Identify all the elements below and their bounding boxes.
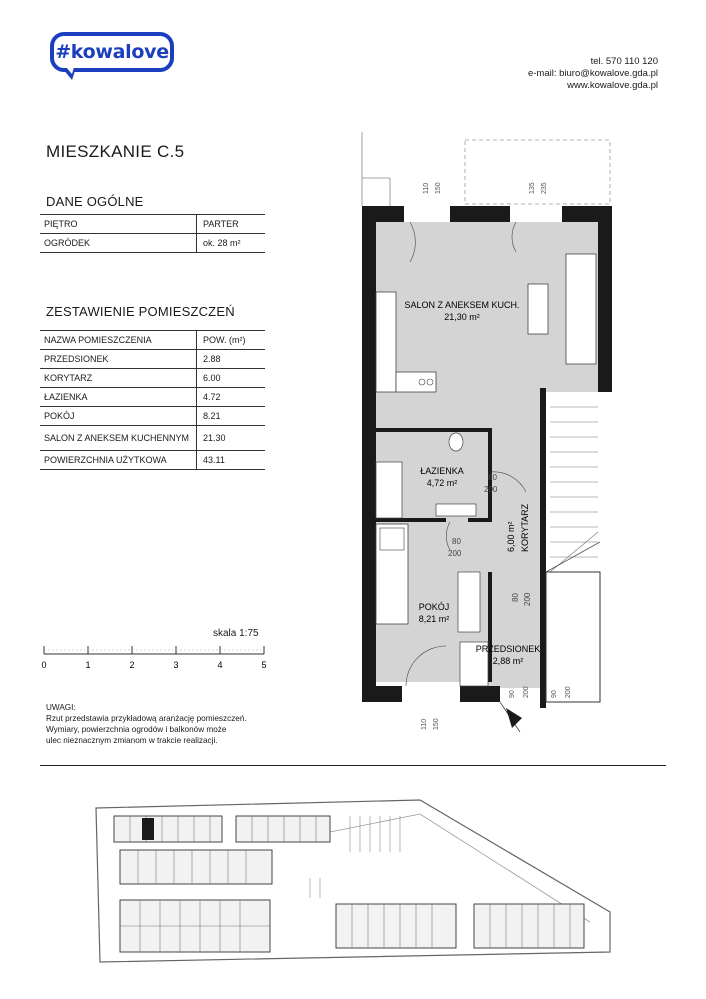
brand-logo xyxy=(50,32,174,72)
floor-plan xyxy=(340,132,680,732)
rooms-table xyxy=(40,330,265,470)
room-area: 6.00 xyxy=(197,369,266,388)
logo-speech-tail-inner xyxy=(66,67,74,74)
table-row xyxy=(40,451,265,470)
dim-label: 235 xyxy=(541,182,548,194)
dim-label: 110 xyxy=(421,718,428,730)
site-plan xyxy=(90,792,620,968)
scale-tick-label: 2 xyxy=(129,660,135,670)
dim-label: 80 xyxy=(452,537,461,546)
kitchen-counter xyxy=(376,292,396,392)
contact-block xyxy=(528,56,658,92)
dining-table xyxy=(528,284,548,334)
vestibule-area: 2,88 m² xyxy=(492,656,524,666)
bath-label: ŁAZIENKA xyxy=(420,466,464,476)
scale-tick-label: 0 xyxy=(41,660,47,670)
table-row xyxy=(40,369,265,388)
dim-label: 200 xyxy=(484,485,498,494)
room-name: ŁAZIENKA xyxy=(40,388,197,407)
room-name: KORYTARZ xyxy=(40,369,197,388)
notes-line: ulec nieznacznym zmianom w trakcie realizacji. xyxy=(46,736,218,745)
general-table xyxy=(40,214,265,253)
table-row xyxy=(40,350,265,369)
salon-area: 21,30 m² xyxy=(444,312,480,322)
dim-label: 80 xyxy=(488,473,497,482)
general-value: ok. 28 m² xyxy=(197,234,266,253)
dim-label: 110 xyxy=(423,182,430,194)
scale-bar xyxy=(36,640,276,672)
dim-label: 200 xyxy=(523,592,532,606)
room-name: SALON Z ANEKSEM KUCHENNYM xyxy=(40,426,197,451)
dim-label: 200 xyxy=(523,686,530,698)
terrace-outline xyxy=(465,140,610,204)
highlighted-unit xyxy=(142,818,154,840)
corridor-label: KORYTARZ xyxy=(520,503,530,552)
toilet xyxy=(449,433,463,451)
general-value: PARTER xyxy=(197,215,266,234)
room-area: 8,21 m² xyxy=(418,614,450,624)
bath-area: 4,72 m² xyxy=(426,478,458,488)
room-area: 21.30 xyxy=(197,426,266,451)
general-heading: DANE OGÓLNE xyxy=(46,194,144,209)
apartment-title: MIESZKANIE C.5 xyxy=(46,142,185,161)
table-row xyxy=(40,407,265,426)
shower xyxy=(376,462,402,518)
room-area: 43.11 xyxy=(197,451,266,470)
vestibule-label: PRZEDSIONEK xyxy=(475,644,541,654)
notes-heading: UWAGI: xyxy=(46,703,76,712)
table-row xyxy=(40,426,265,451)
dim-label: 200 xyxy=(565,686,572,698)
dim-label: 90 xyxy=(551,690,558,698)
scale-tick-label: 1 xyxy=(85,660,91,670)
scale-tick-label: 4 xyxy=(217,660,223,670)
contact-website: www.kowalove.gda.pl xyxy=(567,80,658,91)
logo-text: #kowalove xyxy=(55,41,169,63)
dim-label: 80 xyxy=(511,593,520,602)
dim-label: 150 xyxy=(435,182,442,194)
room-area: 4.72 xyxy=(197,388,266,407)
scale-tick-label: 3 xyxy=(173,660,179,670)
rooms-heading: ZESTAWIENIE POMIESZCZEŃ xyxy=(46,304,235,319)
corridor-area: 6,00 m² xyxy=(506,521,516,552)
table-row xyxy=(40,215,265,234)
rooms-header-name: NAZWA POMIESZCZENIA xyxy=(40,331,197,350)
room-area: 8.21 xyxy=(197,407,266,426)
scale-tick-label: 5 xyxy=(261,660,267,670)
contact-email: e-mail: biuro@kowalove.gda.pl xyxy=(527,68,658,79)
notes-line: Rzut przedstawia przykładową aranżację pomieszczeń. xyxy=(46,714,247,723)
dim-label: 135 xyxy=(529,182,536,194)
sofa xyxy=(566,254,596,364)
general-label: PIĘTRO xyxy=(40,215,197,234)
dim-label: 200 xyxy=(448,549,462,558)
table-row xyxy=(40,388,265,407)
washbasin xyxy=(436,504,476,516)
divider xyxy=(40,765,666,766)
room-area: 2.88 xyxy=(197,350,266,369)
notes-line: Wymiary, powierzchnia ogrodów i balkonów może xyxy=(46,725,227,734)
wall xyxy=(598,206,612,392)
contact-phone: tel. 570 110 120 xyxy=(590,56,658,67)
dim-label: 90 xyxy=(509,690,516,698)
dim-label: 150 xyxy=(433,718,440,730)
general-label: OGRÓDEK xyxy=(40,234,197,253)
table-header-row xyxy=(40,331,265,350)
notes xyxy=(46,702,247,746)
room-name: PRZEDSIONEK xyxy=(40,350,197,369)
wall xyxy=(362,206,376,702)
salon-label: SALON Z ANEKSEM KUCH. xyxy=(404,300,520,310)
rooms-header-area: POW. (m²) xyxy=(197,331,266,350)
room-label: POKÓJ xyxy=(418,602,450,612)
room-name: POWIERZCHNIA UŻYTKOWA xyxy=(40,451,197,470)
scale-label: skala 1:75 xyxy=(213,628,259,639)
room-name: POKÓJ xyxy=(40,407,197,426)
table-row xyxy=(40,234,265,253)
